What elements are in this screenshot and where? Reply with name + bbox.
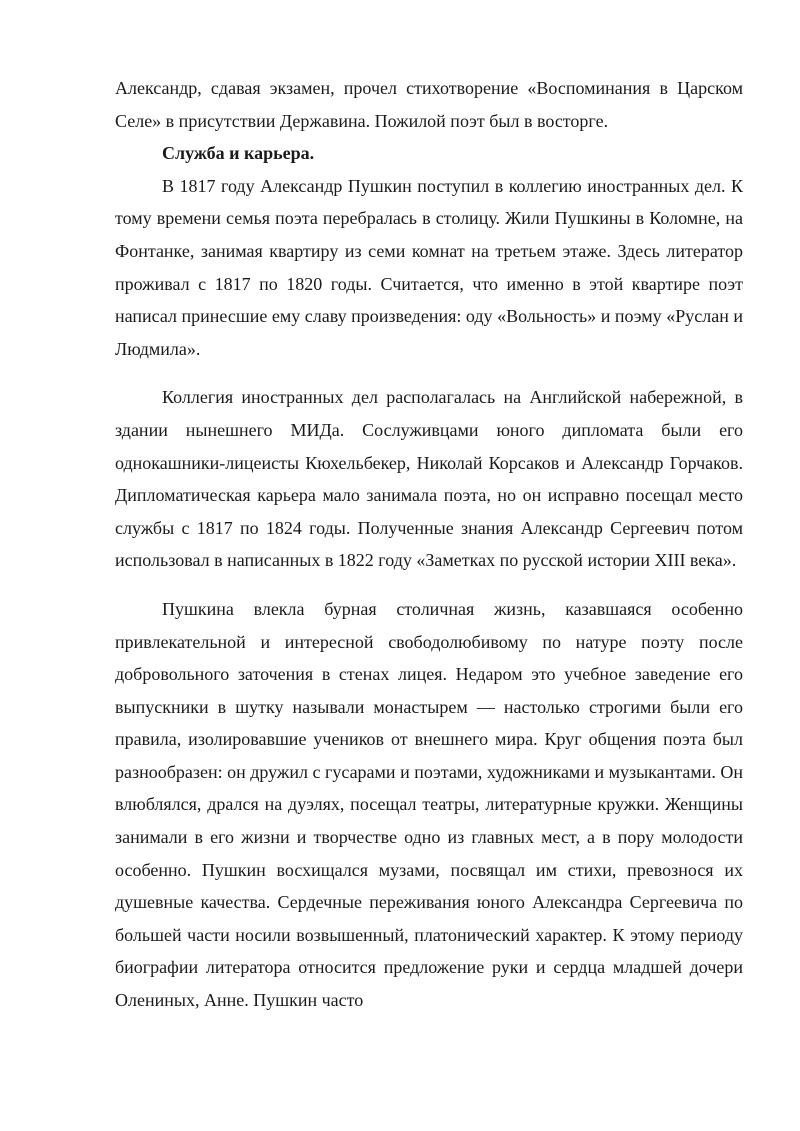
- paragraph-capital-life: Пушкина влекла бурная столичная жизнь, казавшаяся особенно привлекательной и интересной свободолюбивому по натуре поэту после добровольного заточения в стенах лицея. Недаром это учебное заведение его выпускники в шутку называли монастырем — настолько строгими были его правила, изолировавшие учеников от внешнего мира. Круг общения поэта был разнообразен: он дружил с гусарами и поэтами, художниками и музыкантами. Он влюблялся, дрался на дуэлях, посещал театры, литературные кружки. Женщины занимали в его жизни и творчестве одно из главных мест, а в пору молодости особенно. Пушкин восхищался музами, посвящал им стихи, превознося их душевные качества. Сердечные переживания юного Александра Сергеевича по большей части носили возвышенный, платонический характер. К этому периоду биографии литератора относится предложение руки и сердца младшей дочери Олениных, Анне. Пушкин часто: [115, 598, 744, 1011]
- paragraph-intro: Александр, сдавая экзамен, прочел стихотворение «Воспоминания в Царском Селе» в присутствии Державина. Пожилой поэт был в восторге.: [115, 78, 743, 131]
- paragraph-service: В 1817 году Александр Пушкин поступил в коллегию иностранных дел. К тому времени семья поэта перебралась в столицу. Жили Пушкины в Коломне, на Фонтанке, занимая квартиру из семи комнат на третьем этаже. Здесь литератор проживал с 1817 по 1820 годы. Считается, что именно в этой квартире поэт написал принесшие ему славу произведения: оду «Вольность» и поэму «Руслан и Людмила».: [115, 175, 743, 359]
- paragraph-collegium: Коллегия иностранных дел располагалась на Английской набережной, в здании нынешнего МИДа. Сослуживцами юного дипломата были его однокашники-лицеисты Кюхельбекер, Николай Корсаков и Александр Горчаков. Дипломатическая карьера мало занимала поэта, но он исправно посещал место службы с 1817 по 1824 годы. Полученные знания Александр Сергеевич потом использовал в написанных в 1822 году «Заметках по русской истории XIII века».: [115, 387, 743, 571]
- section-heading: Служба и карьера.: [162, 143, 315, 164]
- document-page: [115, 72, 743, 1017]
